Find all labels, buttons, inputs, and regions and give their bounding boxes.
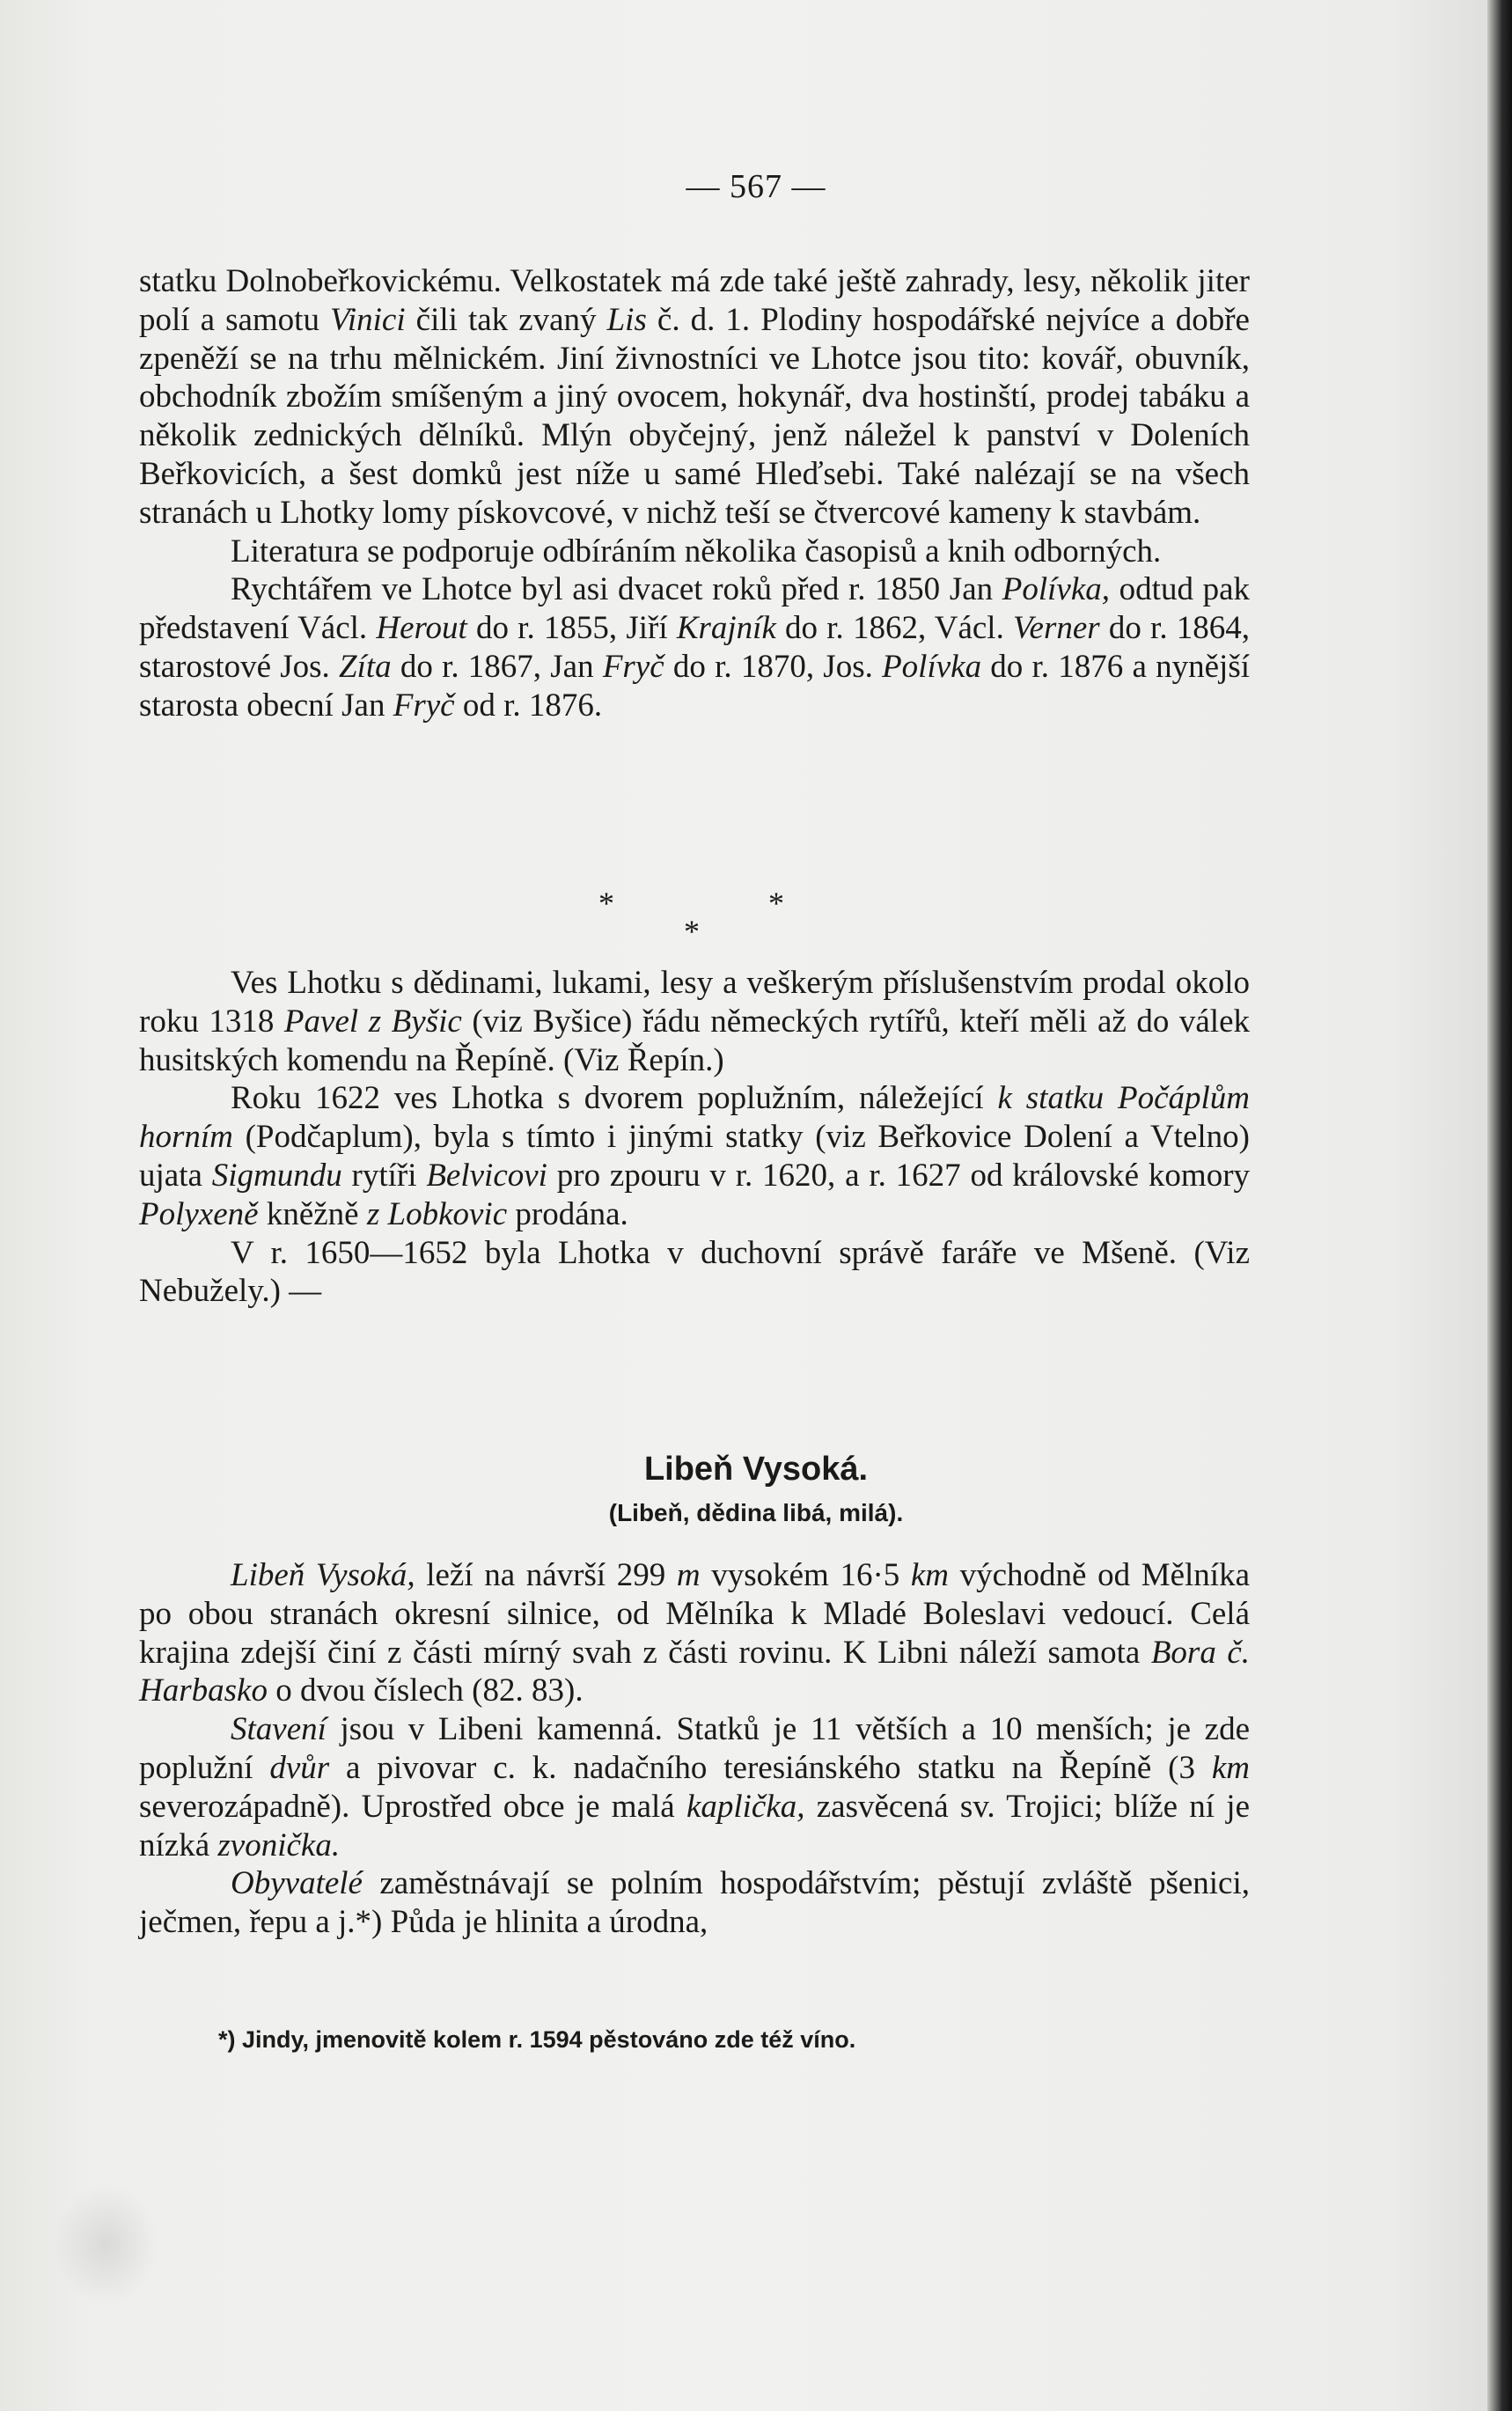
section-subheading: (Libeň, dědina libá, milá).: [608, 1499, 904, 1526]
paragraph-ves-lhotku: Ves Lhotku s dědinami, lukami, lesy a veškerým příslušenstvím prodal okolo roku 1318 Pavel z Byšic (viz Byšice) řádu německých rytířů, kteří měli až do válek husitských komendu na Řepíně. (Viz Řepín.): [139, 965, 1251, 1078]
text-block-lhotka: [139, 262, 1250, 725]
paragraph-staveni: Stavení jsou v Libeni kamenná. Statků je 11 větších a 10 menších; je zde poplužní dvůr a pivovar c. k. nadačního teresiánského statku na Řepíně (3 km severozápadně). Uprostřed obce je malá kaplička, zasvěcená sv. Trojici; blíže ní je nízká zvonička.: [139, 1711, 1250, 1863]
paper-smudge: [53, 2183, 158, 2306]
footnote: *) Jindy, jmenovitě kolem r. 1594 pěstováno zde též víno.: [218, 2026, 856, 2053]
section-heading: Libeň Vysoká.: [643, 1451, 869, 1488]
paragraph-roku-1622: Roku 1622 ves Lhotka s dvorem poplužním, náležející k statku Počáplům horním (Podčaplum), byla s tímto i jinými statky (viz Beřkovice Dolení a Vtelno) ujata Sigmundu rytíři Belvicovi pro zpouru v r. 1620, a r. 1627 od královské komory Polyxeně kněžně z Lobkovic prodána.: [139, 1080, 1251, 1232]
asterisk: *: [768, 886, 784, 921]
paragraph-rychtarem: Rychtářem ve Lhotce byl asi dvacet roků před r. 1850 Jan Polívka, odtud pak představení Václ. Herout do r. 1855, Jiří Krajník do r. 1862, Václ. Verner do r. 1864, starostové Jos. Zíta do r. 1867, Jan Fryč do r. 1870, Jos. Polívka do r. 1876 a nynější starosta obecní Jan Fryč od r. 1876.: [139, 571, 1251, 724]
paragraph-v-r-1650: V r. 1650—1652 byla Lhotka v duchovní správě faráře ve Mšeně. (Viz Nebužely.) —: [139, 1234, 1250, 1310]
asterisk: *: [598, 886, 614, 921]
text-block-liben: [139, 1556, 1250, 1942]
page-edge-shadow: [1487, 0, 1512, 2411]
page-number: — 567 —: [686, 168, 826, 205]
paragraph-obyvatele: Obyvatelé zaměstnávají se polním hospodářstvím; pěstují zvláště pšenici, ječmen, řepu a j.*) Půda je hlinita a úrodna,: [139, 1865, 1250, 1941]
text-block-history: [139, 964, 1250, 1311]
paragraph-liben-vysoka: Libeň Vysoká, leží na návrší 299 m vysokém 16·5 km východně od Mělníka po obou stranách okresní silnice, od Mělníka k Mladé Boleslavi vedoucí. Celá krajina zdejší činí z části mírný svah z části rovinu. K Libni náleží samota Bora č. Harbasko o dvou číslech (82. 83).: [139, 1557, 1250, 1709]
paragraph-statku: statku Dolnobeřkovickému. Velkostatek má zde také ještě zahrady, lesy, několik jiter polí a samotu Vinici čili tak zvaný Lis č. d. 1. Plodiny hospodářské nejvíce a dobře zpeněží se na trhu mělnickém. Jiní živnostníci ve Lhotce jsou tito: kovář, obuvník, obchodník zbožím smíšeným a jiný ovocem, hokynář, dva hostinští, prodej tabáku a několik zednických dělníků. Mlýn obyčejný, jenž náležel k panství v Doleních Beřkovicích, a šest domků jest níže u samé Hleďsebi. Také nalézají se na všech stranách u Lhotky lomy pískovcové, v nichž teší se čtvercové kameny k stavbám.: [139, 263, 1250, 531]
asterisk: *: [684, 914, 700, 949]
paragraph-literatura: Literatura se podporuje odbíráním několika časopisů a knih odborných.: [231, 533, 1162, 570]
